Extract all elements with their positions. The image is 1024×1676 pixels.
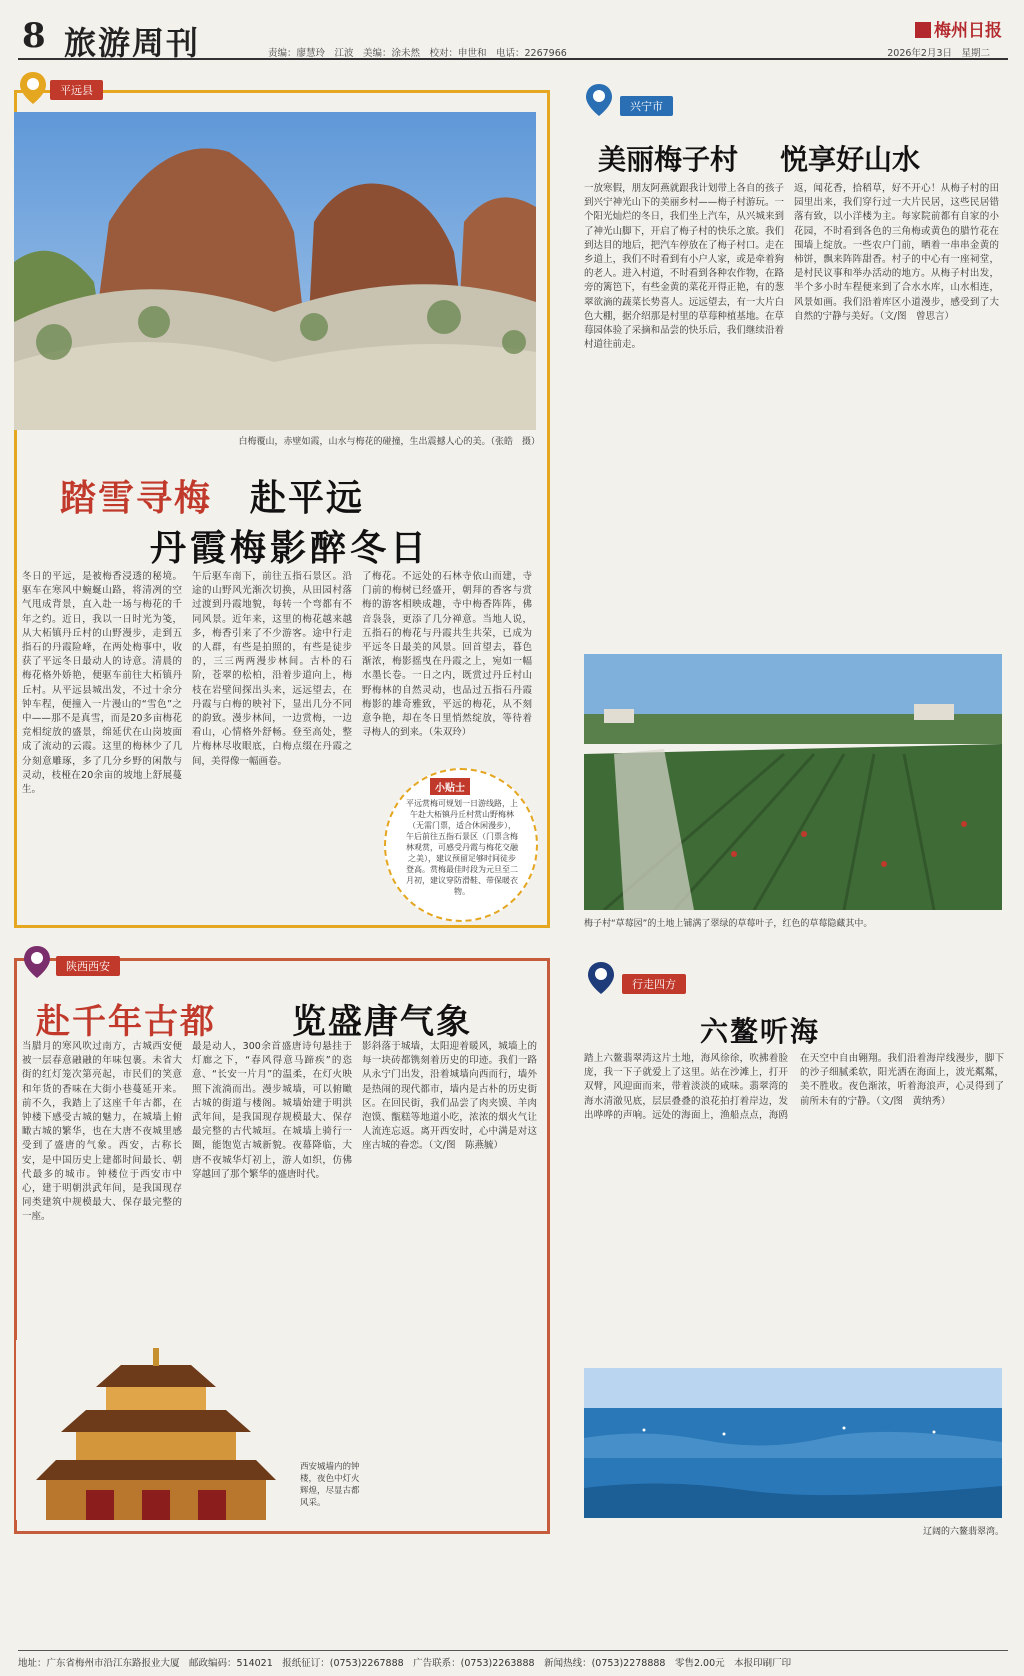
article-column-3: 影斜落于城墙，太阳迎着暖风，城墙上的每一块砖都镌刻着历史的印迹。我们一路从永宁门出发，沿着城墙向西而行，墙外是热闹的现代都市，墙内是古朴的历史街区。在回民街，我们品尝了肉夹馍、羊肉泡馍、甑糕等地道小吃，浓浓的烟火气让人流连忘返。离开西安时，心中满是对这座古城的眷恋。（文/图 陈燕毓） bbox=[362, 1041, 537, 1152]
photo-caption: 西安城墙内的钟楼，夜色中灯火辉煌，尽显古都风采。 bbox=[300, 1462, 360, 1508]
logo-icon bbox=[915, 22, 931, 38]
location-tag: 兴宁市 bbox=[620, 96, 673, 116]
section-title: 旅游周刊 bbox=[64, 24, 201, 62]
headline-right: 悦享好山水 bbox=[780, 143, 921, 176]
bell-tower-image bbox=[16, 1340, 296, 1520]
headline-black: 赴平远 bbox=[250, 477, 365, 519]
location-tag: 平远县 bbox=[50, 80, 103, 100]
article-column-3: 了梅花。不远处的石林寺依山而建，寺门前的梅树已经盛开，朝拜的香客与赏梅的游客相映成趣，寺中梅香阵阵，佛音袅袅，更添了几分禅意。当地人说，五指石的梅花与丹霞共生共荣，已成为平远冬日最美的风景。回首望去，暮色渐浓，梅影摇曳在丹霞之上，宛如一幅水墨长卷。一日之内，既赏过丹丘村山野梅林的自然灵动，也品过五指石丹霞梅影的雄奇雅致，平远的梅花，从不刻意争艳，却在冬日里悄然绽放，等待着寻梅人的到来。（朱双玲） bbox=[362, 571, 532, 739]
article-column-2: 最是动人，300余首盛唐诗句悬挂于灯廊之下，“春风得意马蹄疾”的恣意、“长安一片月”的温柔，在灯火映照下流淌而出。漫步城墙，可以俯瞰古城的街道与楼阁。城墙始建于明洪武年间，是我国现存规模最大、保存最完整的古代城垣。在城墙上骑行一圈，能饱览古城新貌。夜幕降临，大唐不夜城华灯初上，游人如织，仿佛穿越回了那个繁华的盛唐时代。 bbox=[192, 1041, 352, 1180]
page-header bbox=[18, 14, 1008, 60]
headline-left: 美丽梅子村 bbox=[598, 143, 739, 176]
photo-plum-mountain bbox=[14, 112, 536, 430]
brand-name: 梅州日报 bbox=[934, 21, 1002, 41]
photo-bell-tower bbox=[16, 1340, 296, 1520]
map-pin-icon bbox=[18, 70, 48, 106]
article-column-1: 冬日的平远，是被梅香浸透的秘境。驱车在寒风中蜿蜒山路，将清冽的空气甩成背景，直入赴一场与梅花的千年之约。近日，我以一日时光为笺，从大柘镇丹丘村的山野漫步，走到五指石的丹霞险峰，在两处梅事中，收获了平远冬日最动人的诗意。清晨的梅花格外娇艳，便驱车前往大柘镇丹丘村。从平远县城出发，不过十余分钟车程，便撞入一片漫山的“雪色”之中——那不是真雪，而是20多亩梅花竞相绽放的盛景，绵延伏在山岗坡面成了流动的云霞。这里的梅林少了几分刻意雕琢，多了几分乡野的闲散与灵动，枝桠在20余亩的坡地上舒展蔓生。 bbox=[22, 571, 182, 796]
strawberry-field-image bbox=[584, 654, 1002, 910]
photo-caption: 辽阔的六鳌翡翠湾。 bbox=[922, 1527, 1004, 1537]
issue-date: 2026年2月3日 星期二 bbox=[887, 48, 990, 59]
location-tag: 行走四方 bbox=[622, 974, 686, 994]
headline-red: 踏雪寻梅 bbox=[60, 477, 213, 519]
landscape-image bbox=[14, 112, 536, 430]
tips-text: 平远赏梅可规划一日游线路，上午赴大柘镇丹丘村赏山野梅林（无需门票，适合休闲漫步），午后前往五指石景区（门票含梅林观赏，可感受丹霞与梅花交融之美），建议预留足够时间徒步登高。赏梅最佳时段为元旦至二月初，建议穿防滑鞋、带保暖衣物。 bbox=[406, 799, 518, 896]
map-pin-icon bbox=[584, 82, 614, 118]
map-pin-icon bbox=[22, 944, 52, 980]
article-column-1: 一放寒假，朋友阿燕就跟我计划带上各自的孩子到兴宁神光山下的美丽乡村——梅子村游玩。一个阳光灿烂的冬日，我们坐上汽车，从兴城来到了神光山脚下，开启了梅子村的快乐之旅。我们到达目的地后，把汽车停放在了梅子村口。走在乡道上，我们不时看到有小户人家，或是牵着狗的老人。进入村道，不时看到各种农作物，在路旁的篱笆下，有些金黄的菜花开得正艳，有的葱翠欲滴的蔬菜长势喜人。远远望去，有一大片白色大棚，据介绍那是村里的草莓种植基地。在草莓园体验了采摘和品尝的快乐后，我们继续沿着村道往前走。 bbox=[584, 183, 784, 351]
page-number: 8 bbox=[22, 16, 46, 56]
article-column-1: 当腊月的寒风吹过南方，古城西安便被一层春意融融的年味包裹。未省大街的红灯笼次第亮起，市民们的笑意和年货的香味在大街小巷蔓延开来。前不久，我踏上了这座千年古都，在钟楼下感受古城的魅力，在城墙上俯瞰古城的繁华，也在大唐不夜城里感受到了盛唐的气象。西安，古称长安，是中国历史上建都时间最长、朝代最多的城市。钟楼位于西安市中心，建于明朝洪武年间，是我国现存同类建筑中规模最大、保存最完整的一座。 bbox=[22, 1041, 182, 1223]
headline: 六鳌听海 bbox=[700, 1015, 821, 1048]
photo-caption: 梅子村“草莓园”的土地上铺满了翠绿的草莓叶子，红色的草莓隐藏其中。 bbox=[584, 919, 873, 929]
article-column-2: 午后驱车南下，前往五指石景区。沿途的山野风光渐次切换，从田园村落过渡到丹霞地貌，每转一个弯都有不同风景。近年来，这里的梅花越来越多，梅香引来了不少游客。途中行走的人群，有些是拍照的，有些是徒步的，三三两两漫步林间。古朴的石阶，苍翠的松柏，沿着步道向上，梅枝在岩壁间探出头来，远远望去，在丹霞与白梅的映衬下，显出几分不同的韵致。漫步林间，一边赏梅，一边看山，心情格外舒畅。登至高处，整片梅林尽收眼底，白梅点缀在丹霞之间，美得像一幅画卷。 bbox=[192, 571, 352, 767]
newspaper-logo bbox=[915, 16, 1002, 41]
location-tag: 陕西西安 bbox=[56, 956, 120, 976]
article-column-2: 返，闻花香，拾稻草，好不开心！从梅子村的田园里出来，我们穿行过一大片民居，这些民居错落有致，以小洋楼为主。每家院前都有自家的小花园，不时看到各色的三角梅或黄色的腊竹花在围墙上绽放。一些农户门前，晒着一串串金黄的柿饼，飘来阵阵甜香。村子的中心有一座祠堂，是村民议事和举办活动的地方。从梅子村出发，半个多小时车程便来到了合水水库，山水相连，风景如画。我们沿着库区小道漫步，感受到了大自然的宁静与美好。（文/图 曾思言） bbox=[794, 183, 999, 322]
tips-title: 小贴士 bbox=[430, 778, 470, 795]
photo-liuao-sea bbox=[584, 1368, 1002, 1518]
editor-meta: 责编：廖慧玲 江波 美编：涂未然 校对：申世和 电话：2267966 bbox=[268, 48, 567, 59]
headline-black: 览盛唐气象 bbox=[292, 1002, 472, 1042]
sea-image bbox=[584, 1368, 1002, 1518]
map-pin-icon bbox=[586, 960, 616, 996]
photo-strawberry-field bbox=[584, 654, 1002, 910]
tips-box bbox=[384, 768, 538, 922]
subheadline: 丹霞梅影醉冬日 bbox=[150, 527, 431, 569]
photo-caption: 白梅覆山，赤壁如霞，山水与梅花的碰撞，生出震撼人心的美。（张皓 摄） bbox=[238, 437, 540, 447]
headline-red: 赴千年古都 bbox=[36, 1002, 216, 1042]
page-footer: 地址：广东省梅州市沿江东路报业大厦 邮政编码：514021 报纸征订：(0753)2267888 广告联系：(0753)2263888 新闻热线：(0753)2278888 零售2.00元 本报印刷厂印 bbox=[18, 1650, 1008, 1669]
article-column-1: 踏上六鳌翡翠湾这片土地，海风徐徐，吹拂着脸庞，我一下子就爱上了这里。站在沙滩上，打开双臂，风迎面而来，带着淡淡的咸味。翡翠湾的海水清澈见底，层层叠叠的浪花拍打着岸边，发出哗哗的声响。远处的海面上，渔船点点，海鸥在天空中自由翱翔。我们沿着海岸线漫步，脚下的沙子细腻柔软，阳光洒在海面上，波光粼粼，美不胜收。夜色渐浓，听着海浪声，心灵得到了前所未有的宁静。（文/图 黄纳秀） bbox=[584, 1053, 1004, 1121]
